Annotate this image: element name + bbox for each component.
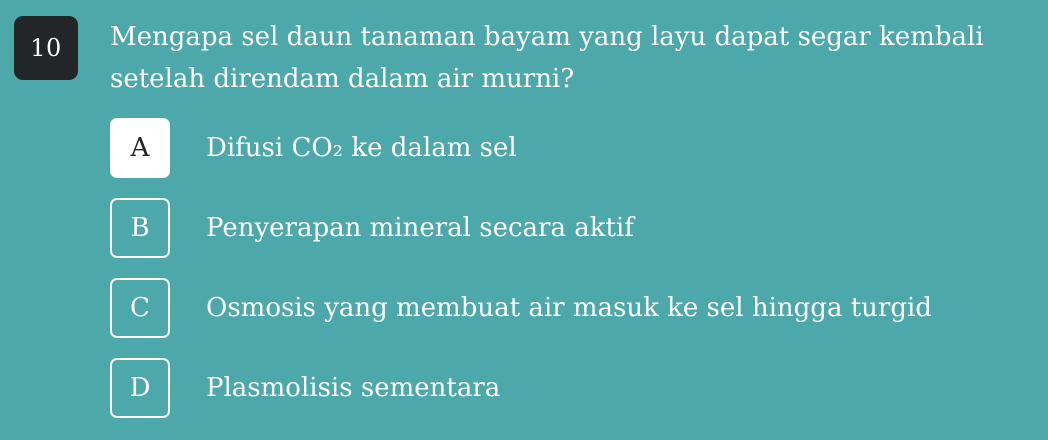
option-c-text[interactable]: Osmosis yang membuat air masuk ke sel hingga turgid — [206, 293, 932, 323]
question-text: Mengapa sel daun tanaman bayam yang layu dapat segar kembali setelah direndam dalam air murni? — [110, 22, 984, 94]
option-b[interactable] — [110, 196, 1010, 260]
option-a[interactable] — [110, 116, 1010, 180]
option-a-text[interactable]: Difusi CO₂ ke dalam sel — [206, 133, 517, 163]
option-a-letter[interactable]: A — [110, 118, 170, 178]
option-d-letter[interactable]: D — [110, 358, 170, 418]
answer-options — [110, 116, 1010, 436]
option-d[interactable] — [110, 356, 1010, 420]
option-d-text[interactable]: Plasmolisis sementara — [206, 373, 501, 403]
option-b-letter[interactable]: B — [110, 198, 170, 258]
option-c[interactable] — [110, 276, 1010, 340]
question-number-badge: 10 — [14, 16, 78, 80]
option-b-text[interactable]: Penyerapan mineral secara aktif — [206, 213, 634, 243]
option-c-letter[interactable]: C — [110, 278, 170, 338]
